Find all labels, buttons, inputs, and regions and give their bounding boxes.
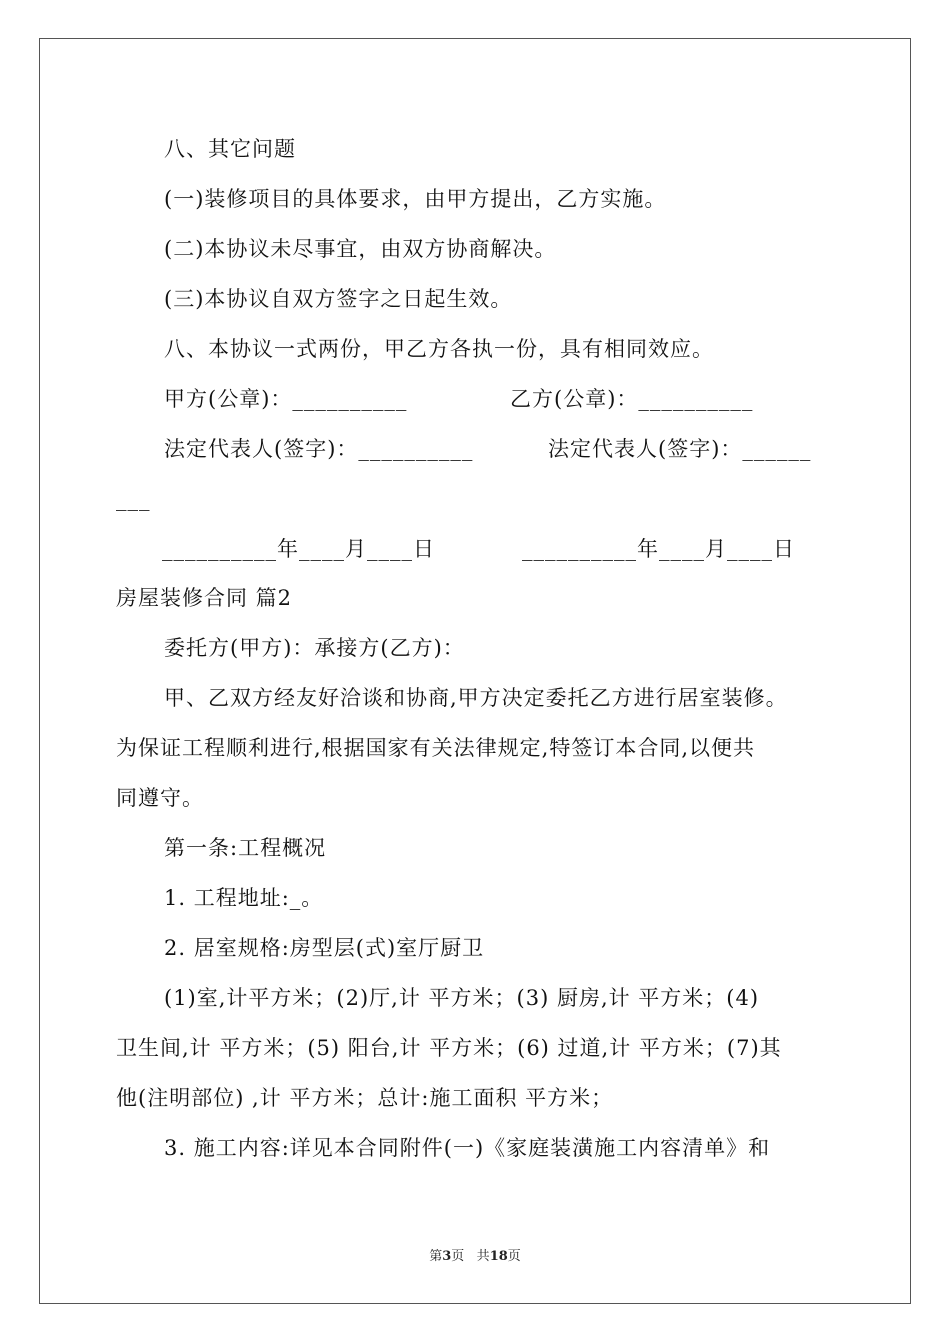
page-suffix: 页 [451,1249,465,1264]
page-border [39,38,911,1304]
section-heading-other-issues: 八、其它问题 [164,137,296,161]
page-prefix: 第 [429,1249,443,1264]
total-pages: 18 [489,1249,508,1264]
party-a-date-line: __________年____月____日 [162,537,435,561]
paragraph-line: (三)本协议自双方签字之日起生效。 [164,287,513,311]
page-footer [0,1248,950,1266]
party-b-representative-line: 法定代表人(签字)：______ [548,437,812,461]
total-suffix: 页 [507,1249,521,1264]
contract-title: 房屋装修合同 篇2 [116,586,293,610]
page-number: 3 [442,1249,452,1264]
paragraph-line: 同遵守。 [116,786,204,810]
party-b-seal-line: 乙方(公章)：__________ [510,387,754,411]
list-item: 1. 工程地址:_。 [164,886,324,910]
list-item: 3. 施工内容:详见本合同附件(一)《家庭装潢施工内容清单》和 [164,1136,771,1160]
paragraph-line: 他(注明部位) ,计 平方米；总计:施工面积 平方米； [116,1086,614,1110]
party-a-representative-line: 法定代表人(签字)：__________ [164,437,474,461]
article-heading: 第一条:工程概况 [164,836,327,860]
parties-line: 委托方(甲方)：承接方(乙方)： [164,636,465,660]
representative-line-continuation: ___ [116,487,151,511]
party-a-seal-line: 甲方(公章)：__________ [164,387,408,411]
paragraph-line: 八、本协议一式两份，甲乙方各执一份，具有相同效应。 [164,337,714,361]
paragraph-line: (1)室,计平方米；(2)厅,计 平方米；(3) 厨房,计 平方米；(4) [164,986,760,1010]
list-item: 2. 居室规格:房型层(式)室厅厨卫 [164,936,485,960]
total-prefix: 共 [476,1249,490,1264]
paragraph-line: 为保证工程顺利进行,根据国家有关法律规定,特签订本合同,以便共 [116,736,756,760]
paragraph-line: 甲、乙双方经友好洽谈和协商,甲方决定委托乙方进行居室装修。 [164,686,788,710]
paragraph-line: 卫生间,计 平方米；(5) 阳台,计 平方米；(6) 过道,计 平方米；(7)其 [116,1036,782,1060]
party-b-date-line: __________年____月____日 [522,537,795,561]
paragraph-line: (一)装修项目的具体要求，由甲方提出，乙方实施。 [164,187,667,211]
paragraph-line: (二)本协议未尽事宜，由双方协商解决。 [164,237,557,261]
